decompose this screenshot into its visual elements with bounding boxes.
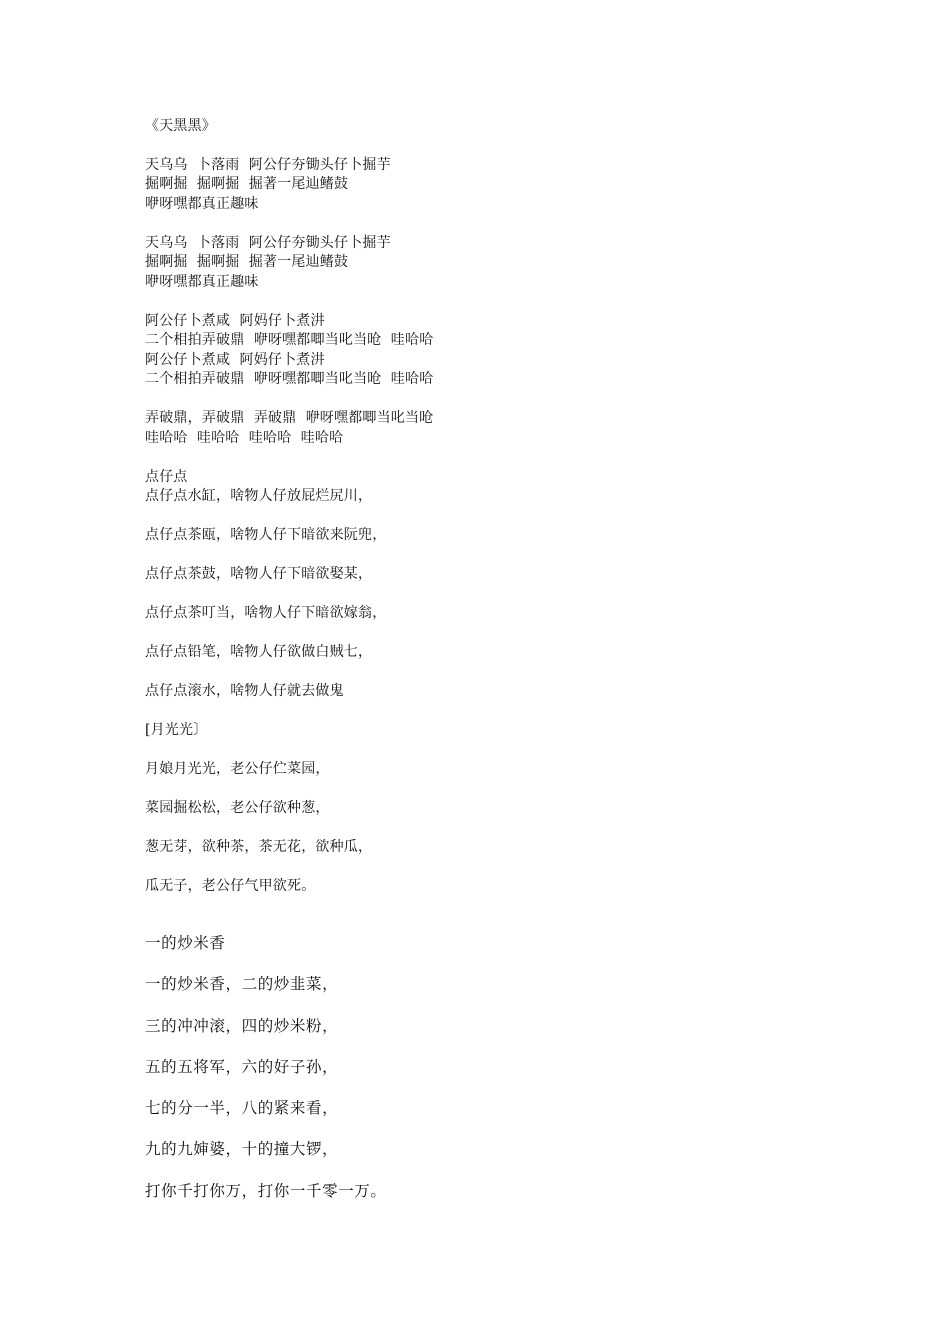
lyric-line: 咿呀嘿都真正趣味 [145,196,259,212]
lyric-line: 葱无芽，欲种茶，茶无花，欲种瓜， [145,839,373,855]
song-title-tianheihei: 《天黑黑》 [145,118,216,134]
lyric-line: 一的炒米香，二的炒韭菜， [145,975,339,993]
lyric-line: 瓜无子，老公仔气甲欲死。 [145,878,316,894]
lyric-line: 月娘月光光，老公仔伫菜园， [145,761,330,777]
lyric-line: 咿呀嘿都真正趣味 [145,274,259,290]
lyric-line: 二个相拍弄破鼎 咿呀嘿都唧当叱当呛 哇哈哈 [145,371,434,387]
lyric-line: 点仔点铅笔，啥物人仔欲做白贼七， [145,644,373,660]
lyric-line: 掘啊掘 掘啊掘 掘著一尾辿鳍鼓 [145,254,349,270]
song-title-chaomi: 一的炒米香 [145,934,226,952]
lyric-line: 点仔点茶鼓，啥物人仔下暗欲娶某， [145,566,373,582]
song-title-diandian: 点仔点 [145,469,188,485]
lyric-line: 点仔点水缸，啥物人仔放屁烂尻川， [145,488,373,504]
lyric-line: 点仔点茶叮当，啥物人仔下暗欲嫁翁， [145,605,387,621]
lyric-line: 三的冲冲滚，四的炒米粉， [145,1017,339,1035]
lyric-line: 点仔点茶瓯，啥物人仔下暗欲来阮兜， [145,527,387,543]
lyric-line: 天乌乌 卜落雨 阿公仔夯锄头仔卜掘芋 [145,157,391,173]
lyric-line: 弄破鼎，弄破鼎 弄破鼎 咿呀嘿都唧当叱当呛 [145,410,434,426]
lyric-line: 七的分一半，八的紧来看， [145,1099,339,1117]
lyric-line: 点仔点滚水，啥物人仔就去做鬼 [145,683,344,699]
lyric-line: 九的九婶婆，十的撞大锣， [145,1140,339,1158]
song-title-yueguang: [月光光〕 [145,722,208,738]
lyric-line: 哇哈哈 哇哈哈 哇哈哈 哇哈哈 [145,430,344,446]
lyric-line: 五的五将军，六的好子孙， [145,1058,339,1076]
lyric-line: 菜园掘松松，老公仔欲种葱， [145,800,330,816]
lyric-line: 二个相拍弄破鼎 咿呀嘿都唧当叱当呛 哇哈哈 [145,332,434,348]
lyric-line: 阿公仔卜煮咸 阿妈仔卜煮汫 [145,352,325,368]
lyric-line: 打你千打你万，打你一千零一万。 [145,1182,387,1200]
lyric-line: 天乌乌 卜落雨 阿公仔夯锄头仔卜掘芋 [145,235,391,251]
lyric-line: 阿公仔卜煮咸 阿妈仔卜煮汫 [145,313,325,329]
lyric-line: 掘啊掘 掘啊掘 掘著一尾辿鳍鼓 [145,176,349,192]
